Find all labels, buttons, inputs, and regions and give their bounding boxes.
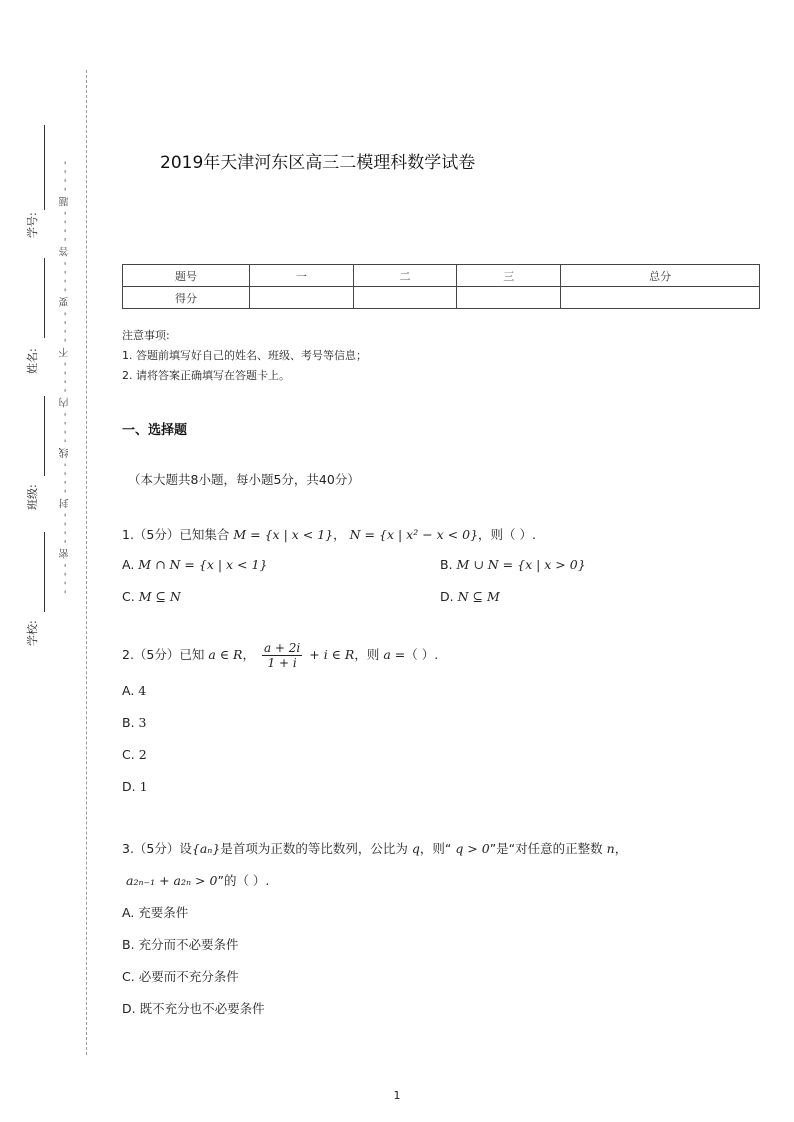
- option-label: B.: [122, 715, 135, 730]
- q2-frac-numerator: a + 2i: [263, 641, 301, 655]
- option-math: M ⊆ N: [138, 589, 181, 604]
- score-table-header-cell: 题号: [123, 265, 250, 287]
- school-label: 学校:: [26, 620, 39, 646]
- q3-option-c[interactable]: [122, 967, 239, 985]
- notes-item: 1. 答题前填写好自己的姓名、班级、考号等信息；: [122, 349, 367, 362]
- cut-line: [86, 70, 87, 1055]
- score-table-header-cell: 一: [250, 265, 354, 287]
- option-math: 4: [138, 683, 147, 698]
- option-text: 既不充分也不必要条件: [139, 1001, 265, 1016]
- q2-sep: ，: [242, 647, 255, 662]
- score-cell[interactable]: [561, 287, 760, 309]
- q1-option-b[interactable]: [440, 557, 586, 572]
- q3-line2-math: a₂ₙ₋₁ + a₂ₙ > 0: [126, 873, 218, 888]
- option-math: 1: [139, 779, 148, 794]
- score-row-label: 得分: [123, 287, 250, 309]
- q1-set-n: N = {x | x² − x < 0}: [349, 527, 479, 542]
- q1-sep: ，: [333, 527, 346, 542]
- q3-mid3: ”是“对任意的正整数: [489, 841, 603, 856]
- question-1: [122, 525, 536, 543]
- class-line: [44, 396, 45, 476]
- q2-ask-math: a =: [383, 647, 406, 662]
- q3-option-b[interactable]: [122, 935, 239, 953]
- option-label: A.: [122, 905, 135, 920]
- q3-option-d[interactable]: [122, 999, 265, 1017]
- q2-option-d[interactable]: [122, 779, 148, 794]
- q2-option-c[interactable]: [122, 747, 147, 762]
- q1-option-d[interactable]: [440, 589, 500, 604]
- score-table-header-cell: 二: [353, 265, 457, 287]
- q2-prefix: 2.（5分）已知: [122, 647, 205, 662]
- q3-cond: q > 0: [455, 841, 490, 856]
- name-line: [44, 258, 45, 338]
- q2-cond: a ∈ R: [208, 647, 243, 662]
- student-id-line: [44, 125, 45, 210]
- q3-mid: 是首项为正数的等比数列，公比为: [220, 841, 408, 856]
- option-text: 充分而不必要条件: [138, 937, 239, 952]
- q3-line1-end: ，: [614, 841, 628, 856]
- q3-prefix: 3.（5分）设: [122, 841, 192, 856]
- q2-after-frac: + i ∈ R: [309, 647, 355, 662]
- q2-fraction: [262, 641, 302, 670]
- score-table-row: [123, 287, 760, 309]
- exam-title: 2019年天津河东区高三二模理科数学试卷: [160, 153, 476, 173]
- q3-seq: {aₙ}: [191, 841, 221, 856]
- student-id-label: 学号:: [26, 212, 39, 238]
- option-label: B.: [440, 557, 453, 572]
- score-cell[interactable]: [250, 287, 354, 309]
- question-2: [122, 641, 438, 670]
- notes-item: 2. 请将答案正确填写在答题卡上。: [122, 369, 290, 382]
- q2-option-a[interactable]: [122, 683, 146, 698]
- q2-option-b[interactable]: [122, 715, 147, 730]
- q3-line2-end: ”的（ ）.: [217, 873, 270, 888]
- option-label: A.: [122, 557, 135, 572]
- notes: [122, 326, 367, 386]
- score-table-header-cell: 三: [457, 265, 561, 287]
- option-label: D.: [122, 1001, 136, 1016]
- option-math: 3: [138, 715, 147, 730]
- section-info: （本大题共8小题，每小题5分，共40分）: [128, 472, 360, 487]
- q3-option-a[interactable]: [122, 903, 188, 921]
- q3-mid2: ，则“: [419, 841, 452, 856]
- option-text: 必要而不充分条件: [138, 969, 239, 984]
- q3-q-var: q: [411, 841, 420, 856]
- seal-line-text: - - - - 密 - - - - 封 - - - - 线 - - - - 内 - - - - 不 - - - - 要 - - - - 答 - - - - 题 - - - -: [60, 160, 71, 594]
- q1-option-c[interactable]: [122, 589, 181, 604]
- option-label: C.: [122, 969, 135, 984]
- question-3-line-1: [122, 839, 627, 857]
- name-label: 姓名:: [26, 348, 39, 374]
- option-label: A.: [122, 683, 135, 698]
- option-math: M ∪ N = {x | x > 0}: [456, 557, 586, 572]
- score-table-header-row: [123, 265, 760, 287]
- q1-suffix: ，则（ ）.: [478, 527, 536, 542]
- option-math: M ∩ N = {x | x < 1}: [138, 557, 268, 572]
- notes-heading: 注意事项:: [122, 329, 170, 342]
- option-text: 充要条件: [138, 905, 189, 920]
- question-3-line-2: [126, 871, 269, 889]
- q1-set-m: M = {x | x < 1}: [233, 527, 334, 542]
- score-cell[interactable]: [457, 287, 561, 309]
- score-table: [122, 264, 760, 309]
- section-title: 一、选择题: [122, 423, 188, 438]
- q2-ask: ，则: [354, 647, 380, 662]
- q1-prefix: 1.（5分）已知集合: [122, 527, 230, 542]
- score-cell[interactable]: [353, 287, 457, 309]
- option-math: 2: [138, 747, 147, 762]
- score-table-header-cell: 总分: [561, 265, 760, 287]
- option-label: D.: [122, 779, 136, 794]
- q2-suffix: （ ）.: [405, 647, 439, 662]
- option-math: N ⊆ M: [457, 589, 500, 604]
- q1-option-a[interactable]: [122, 557, 267, 572]
- page-number: 1: [393, 1089, 401, 1102]
- binding-margin: [0, 0, 90, 1122]
- class-label: 班级:: [26, 484, 39, 510]
- school-line: [44, 532, 45, 612]
- option-label: C.: [122, 747, 135, 762]
- option-label: D.: [440, 589, 454, 604]
- option-label: C.: [122, 589, 135, 604]
- q3-n-var: n: [606, 841, 615, 856]
- option-label: B.: [122, 937, 135, 952]
- q2-frac-denominator: 1 + i: [267, 656, 297, 670]
